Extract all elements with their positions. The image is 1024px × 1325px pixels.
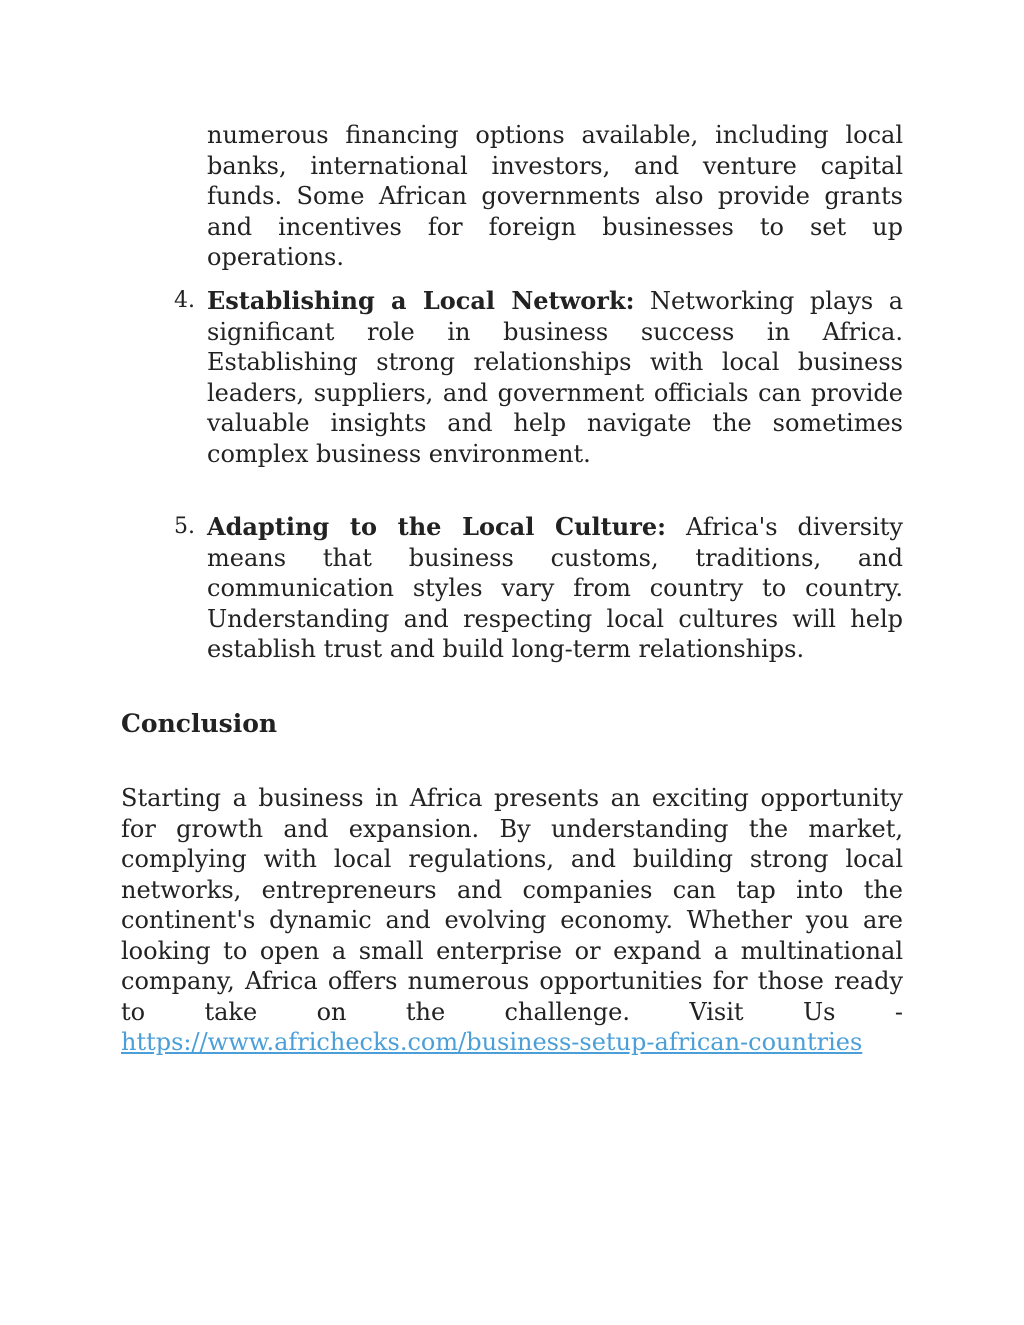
- list-item-local-network: [174, 286, 903, 469]
- conclusion-paragraph: [121, 783, 903, 1058]
- conclusion-text: Starting a business in Africa presents an exciting opportunity for growth and expansion. By understanding the market, complying with local regulations, and building strong local networks, entrepreneurs and companies can tap into the continent's dynamic and evolving economy. Whether you are looking to open a small enterprise or expand a multinational company, Africa offers numerous opportunities for those ready to take on the challenge. Visit Us -: [121, 784, 903, 1026]
- list-item-text: [207, 512, 903, 665]
- visit-us-link[interactable]: https://www.africhecks.com/business-setup-african-countries: [121, 1028, 863, 1056]
- list-item-body: Africa's diversity means that business customs, traditions, and communication styles vary from country to country. Understanding and respecting local cultures will help establish trust and build long-term relationships.: [207, 513, 903, 663]
- list-number: 4.: [174, 288, 195, 313]
- list-item-local-culture: [174, 512, 903, 665]
- list-number: 5.: [174, 514, 195, 539]
- list-item-title: Establishing a Local Network:: [207, 286, 635, 315]
- intro-paragraph: numerous financing options available, including local banks, international investors, and venture capital funds. Some African governments also provide grants and incentives for foreign businesses to set up operations.: [207, 121, 903, 271]
- list-item-text: [207, 286, 903, 469]
- conclusion-heading: Conclusion: [121, 709, 278, 738]
- list-item-title: Adapting to the Local Culture:: [207, 512, 666, 541]
- list-item-body: Networking plays a significant role in business success in Africa. Establishing strong relationships with local business leaders, suppliers, and government officials can provide valuable insights and help navigate the sometimes complex business environment.: [207, 287, 903, 468]
